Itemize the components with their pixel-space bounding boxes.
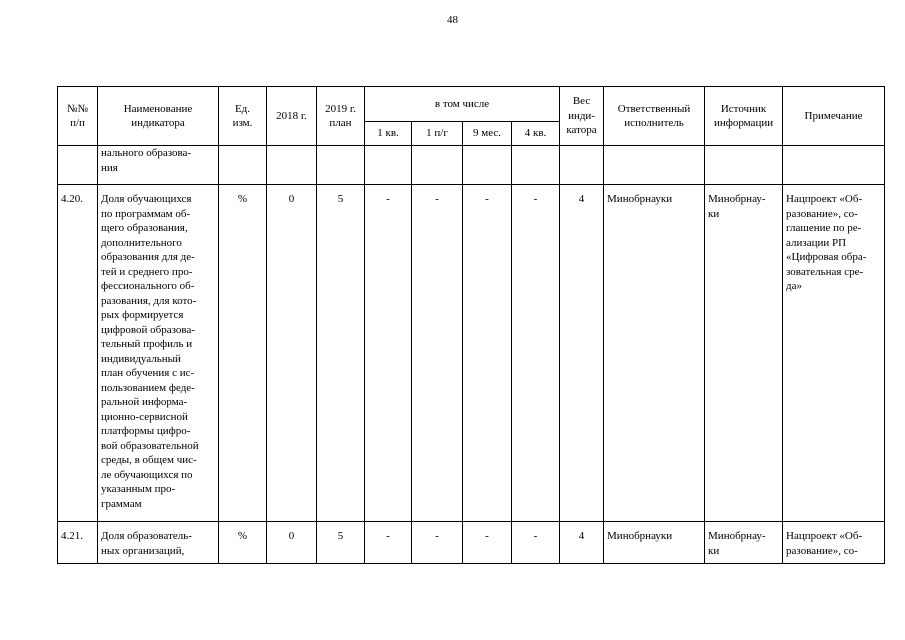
row-2019-plan (317, 146, 365, 185)
header-source: Источник информации (705, 87, 783, 146)
row-weight: 4 (560, 522, 604, 564)
row-2018: 0 (267, 185, 317, 522)
row-note (783, 146, 885, 185)
row-note: Нацпроект «Об- разование», со- (783, 522, 885, 564)
row-half-year: - (412, 522, 463, 564)
row-num: 4.21. (58, 522, 98, 564)
table-row (58, 522, 885, 564)
header-responsible: Ответственный исполнитель (604, 87, 705, 146)
row-2018: 0 (267, 522, 317, 564)
row-q1 (365, 146, 412, 185)
header-2019-plan: 2019 г. план (317, 87, 365, 146)
header-q1: 1 кв. (365, 122, 412, 146)
header-unit: Ед. изм. (219, 87, 267, 146)
row-half-year (412, 146, 463, 185)
header-num: №№ п/п (58, 87, 98, 146)
row-note: Нацпроект «Об- разование», со- глашение по ре- ализации РП «Цифровая обра- зовательная сре- да» (783, 185, 885, 522)
row-source: Минобрнау- ки (705, 522, 783, 564)
header-2018: 2018 г. (267, 87, 317, 146)
row-q4: - (512, 185, 560, 522)
row-q4: - (512, 522, 560, 564)
header-q4: 4 кв. (512, 122, 560, 146)
row-responsible (604, 146, 705, 185)
row-indicator-name: Доля обучающихся по программам об- щего образования, дополнительного образования для де- тей и среднего про- фессионального об- разования, для кото- рых формируется цифровой образова- тельный профиль и индивидуальный план обучения с ис- пользованием феде- ральной информа- ционно-сервисной платформы цифро- вой образовательной среды, в общем чис- ле обучающихся по указанным про- граммам (98, 185, 219, 522)
row-source: Минобрнау- ки (705, 185, 783, 522)
table-row (58, 185, 885, 522)
header-weight: Вес инди- катора (560, 87, 604, 146)
row-q4 (512, 146, 560, 185)
row-2019-plan: 5 (317, 522, 365, 564)
header-indicator-name: Наименование индикатора (98, 87, 219, 146)
row-q1: - (365, 522, 412, 564)
row-indicator-name: Доля образователь- ных организаций, (98, 522, 219, 564)
row-half-year: - (412, 185, 463, 522)
table-row (58, 146, 885, 185)
row-num: 4.20. (58, 185, 98, 522)
row-responsible: Минобрнауки (604, 522, 705, 564)
row-weight: 4 (560, 185, 604, 522)
row-source (705, 146, 783, 185)
row-weight (560, 146, 604, 185)
row-9-months (463, 146, 512, 185)
row-unit: % (219, 185, 267, 522)
page-number: 48 (447, 14, 458, 26)
table-header (58, 87, 885, 146)
row-q1: - (365, 185, 412, 522)
row-unit (219, 146, 267, 185)
header-9-months: 9 мес. (463, 122, 512, 146)
row-2019-plan: 5 (317, 185, 365, 522)
row-indicator-name: нального образова- ния (98, 146, 219, 185)
header-including: в том числе (365, 87, 560, 122)
row-num (58, 146, 98, 185)
indicators-table (57, 86, 885, 564)
header-half-year: 1 п/г (412, 122, 463, 146)
table-body (58, 146, 885, 564)
row-2018 (267, 146, 317, 185)
row-unit: % (219, 522, 267, 564)
row-responsible: Минобрнауки (604, 185, 705, 522)
row-9-months: - (463, 522, 512, 564)
row-9-months: - (463, 185, 512, 522)
header-note: Примечание (783, 87, 885, 146)
